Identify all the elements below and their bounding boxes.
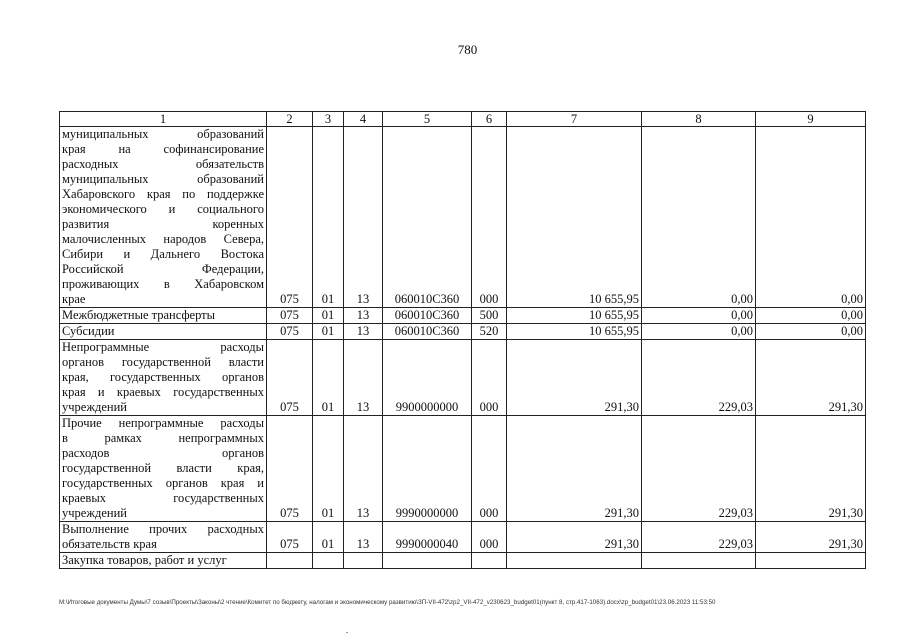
header-cell: 3 xyxy=(313,112,344,127)
row-description xyxy=(60,308,267,324)
description-line: в рамках непрограммных xyxy=(62,431,264,445)
header-cell: 6 xyxy=(472,112,507,127)
cell-c5: 9990000000 xyxy=(383,416,472,522)
cell-c4: 13 xyxy=(344,416,383,522)
cell-c7: 10 655,95 xyxy=(507,324,642,340)
cell-c2 xyxy=(267,553,313,569)
cell-c8: 229,03 xyxy=(642,416,756,522)
cell-c6: 520 xyxy=(472,324,507,340)
cell-c9 xyxy=(756,553,866,569)
cell-c6: 000 xyxy=(472,522,507,553)
description-line: обязательств края xyxy=(62,537,157,551)
description-line: края на софинансирование xyxy=(62,142,264,156)
cell-c4: 13 xyxy=(344,340,383,416)
cell-c7: 291,30 xyxy=(507,340,642,416)
description-line: расходов органов xyxy=(62,446,264,460)
page-number: 780 xyxy=(457,42,478,57)
row-description xyxy=(60,522,267,553)
table-row xyxy=(60,553,866,569)
cell-c3: 01 xyxy=(313,416,344,522)
cell-c6 xyxy=(472,553,507,569)
table-row xyxy=(60,416,866,522)
scan-speck xyxy=(346,632,348,633)
description-line: учреждений xyxy=(62,400,127,414)
cell-c2: 075 xyxy=(267,308,313,324)
cell-c8 xyxy=(642,553,756,569)
cell-c6: 500 xyxy=(472,308,507,324)
description-line: развития коренных xyxy=(62,217,264,231)
header-cell: 1 xyxy=(60,112,267,127)
cell-c8: 0,00 xyxy=(642,308,756,324)
header-cell: 4 xyxy=(344,112,383,127)
description-line: Непрограммные расходы xyxy=(62,340,264,354)
cell-c9: 291,30 xyxy=(756,416,866,522)
description-line: органов государственной власти xyxy=(62,355,264,369)
budget-table xyxy=(59,111,866,569)
row-description xyxy=(60,553,267,569)
description-line: Сибири и Дальнего Востока xyxy=(62,247,264,261)
description-line: Субсидии xyxy=(62,324,115,338)
description-line: учреждений xyxy=(62,506,127,520)
cell-c8: 229,03 xyxy=(642,340,756,416)
header-cell: 9 xyxy=(756,112,866,127)
header-cell: 2 xyxy=(267,112,313,127)
cell-c3 xyxy=(313,553,344,569)
cell-c9: 0,00 xyxy=(756,127,866,308)
cell-c4: 13 xyxy=(344,522,383,553)
cell-c2: 075 xyxy=(267,416,313,522)
cell-c6: 000 xyxy=(472,127,507,308)
description-line: края, государственных органов xyxy=(62,370,264,384)
description-line: Прочие непрограммные расходы xyxy=(62,416,264,430)
cell-c9: 0,00 xyxy=(756,324,866,340)
cell-c8: 229,03 xyxy=(642,522,756,553)
cell-c3: 01 xyxy=(313,127,344,308)
cell-c4: 13 xyxy=(344,324,383,340)
cell-c9: 0,00 xyxy=(756,308,866,324)
cell-c3: 01 xyxy=(313,324,344,340)
cell-c4: 13 xyxy=(344,308,383,324)
table-row xyxy=(60,308,866,324)
cell-c8: 0,00 xyxy=(642,127,756,308)
description-line: краевых государственных xyxy=(62,491,264,505)
cell-c7: 10 655,95 xyxy=(507,127,642,308)
cell-c5: 060010С360 xyxy=(383,127,472,308)
cell-c5: 060010С360 xyxy=(383,308,472,324)
header-cell: 5 xyxy=(383,112,472,127)
cell-c5 xyxy=(383,553,472,569)
description-line: экономического и социального xyxy=(62,202,264,216)
cell-c7: 291,30 xyxy=(507,522,642,553)
description-line: расходных обязательств xyxy=(62,157,264,171)
row-description xyxy=(60,340,267,416)
cell-c7 xyxy=(507,553,642,569)
description-line: муниципальных образований xyxy=(62,172,264,186)
header-cell: 7 xyxy=(507,112,642,127)
table-row xyxy=(60,340,866,416)
cell-c9: 291,30 xyxy=(756,340,866,416)
cell-c2: 075 xyxy=(267,522,313,553)
cell-c3: 01 xyxy=(313,340,344,416)
description-line: крае xyxy=(62,292,86,306)
cell-c7: 291,30 xyxy=(507,416,642,522)
description-line: проживающих в Хабаровском xyxy=(62,277,264,291)
cell-c3: 01 xyxy=(313,522,344,553)
cell-c5: 9900000000 xyxy=(383,340,472,416)
cell-c3: 01 xyxy=(313,308,344,324)
cell-c4 xyxy=(344,553,383,569)
description-line: Российской Федерации, xyxy=(62,262,264,276)
table-row xyxy=(60,522,866,553)
cell-c9: 291,30 xyxy=(756,522,866,553)
description-line: Межбюджетные трансферты xyxy=(62,308,216,322)
description-line: Хабаровского края по поддержке xyxy=(62,187,264,201)
description-line: государственной власти края, xyxy=(62,461,264,475)
description-line: малочисленных народов Севера, xyxy=(62,232,264,246)
cell-c2: 075 xyxy=(267,127,313,308)
header-row xyxy=(60,112,866,127)
header-cell: 8 xyxy=(642,112,756,127)
description-line: Закупка товаров, работ и услуг xyxy=(62,553,227,567)
description-line: Выполнение прочих расходных xyxy=(62,522,264,536)
row-description xyxy=(60,127,267,308)
table-row xyxy=(60,127,866,308)
cell-c2: 075 xyxy=(267,340,313,416)
cell-c4: 13 xyxy=(344,127,383,308)
cell-c5: 9990000040 xyxy=(383,522,472,553)
description-line: муниципальных образований xyxy=(62,127,264,141)
cell-c5: 060010С360 xyxy=(383,324,472,340)
row-description xyxy=(60,324,267,340)
cell-c2: 075 xyxy=(267,324,313,340)
table-row xyxy=(60,324,866,340)
cell-c8: 0,00 xyxy=(642,324,756,340)
file-path-footer: M:\Итоговые документы Думы\7 созыв\Проекты\Законы\2 чтение\Комитет по бюджету, налогам и экономическому развитию\ЗП-VII-472\zp2_VII-472_v230623_budget01(пункт 8, стр.417-1063).docx\zp_budget01\23.06.2023 11:53:50 xyxy=(59,599,716,606)
row-description xyxy=(60,416,267,522)
description-line: государственных органов края и xyxy=(62,476,264,490)
cell-c6: 000 xyxy=(472,340,507,416)
cell-c6: 000 xyxy=(472,416,507,522)
description-line: края и краевых государственных xyxy=(62,385,264,399)
cell-c7: 10 655,95 xyxy=(507,308,642,324)
